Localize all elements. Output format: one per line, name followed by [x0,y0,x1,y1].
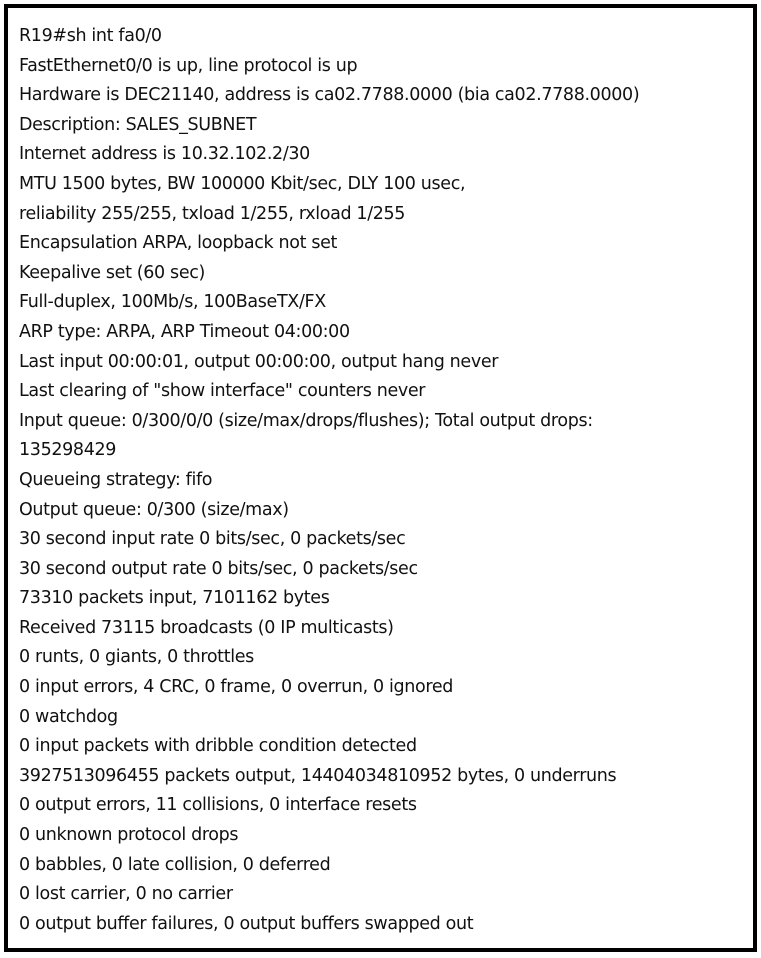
terminal-output-frame [4,4,757,952]
output-line-status: FastEthernet0/0 is up, line protocol is up [19,55,358,76]
show-interface-output [19,22,747,939]
output-line-queueing-strategy: Queueing strategy: fifo [19,469,213,490]
output-line-arp: ARP type: ARPA, ARP Timeout 04:00:00 [19,321,350,342]
output-line-dribble: 0 input packets with dribble condition detected [19,736,417,757]
output-line-watchdog: 0 watchdog [19,706,118,727]
output-line-hardware: Hardware is DEC21140, address is ca02.7788.0000 (bia ca02.7788.0000) [19,85,640,106]
output-line-output-queue: Output queue: 0/300 (size/max) [19,499,289,520]
output-line-babbles: 0 babbles, 0 late collision, 0 deferred [19,854,331,875]
output-line-runts: 0 runts, 0 giants, 0 throttles [19,647,254,668]
output-line-output-errors: 0 output errors, 11 collisions, 0 interface resets [19,795,417,816]
output-line-internet-address: Internet address is 10.32.102.2/30 [19,144,310,165]
output-line-last-input: Last input 00:00:01, output 00:00:00, output hang never [19,351,499,372]
output-line-mtu: MTU 1500 bytes, BW 100000 Kbit/sec, DLY 100 usec, [19,173,466,194]
output-line-packets-output: 3927513096455 packets output, 14404034810952 bytes, 0 underruns [19,765,617,786]
output-line-packets-input: 73310 packets input, 7101162 bytes [19,588,330,609]
output-line-duplex: Full-duplex, 100Mb/s, 100BaseTX/FX [19,292,326,313]
output-line-output-rate: 30 second output rate 0 bits/sec, 0 packets/sec [19,558,418,579]
output-line-broadcasts: Received 73115 broadcasts (0 IP multicasts) [19,617,394,638]
output-line-command: R19#sh int fa0/0 [19,26,162,46]
output-line-encapsulation: Encapsulation ARPA, loopback not set [19,233,338,254]
output-line-lost-carrier: 0 lost carrier, 0 no carrier [19,884,233,905]
output-line-description: Description: SALES_SUBNET [19,114,257,135]
output-line-keepalive: Keepalive set (60 sec) [19,262,205,283]
output-line-input-errors: 0 input errors, 4 CRC, 0 frame, 0 overrun, 0 ignored [19,677,454,698]
output-line-reliability: reliability 255/255, txload 1/255, rxload 1/255 [19,203,406,224]
output-line-last-clearing: Last clearing of "show interface" counters never [19,381,426,402]
output-line-input-queue: Input queue: 0/300/0/0 (size/max/drops/flushes); Total output drops: [19,410,593,431]
output-line-output-drops-count: 135298429 [19,440,117,461]
output-line-buffer-failures: 0 output buffer failures, 0 output buffers swapped out [19,913,474,934]
output-line-unknown-protocol: 0 unknown protocol drops [19,825,239,846]
output-line-input-rate: 30 second input rate 0 bits/sec, 0 packets/sec [19,529,406,550]
